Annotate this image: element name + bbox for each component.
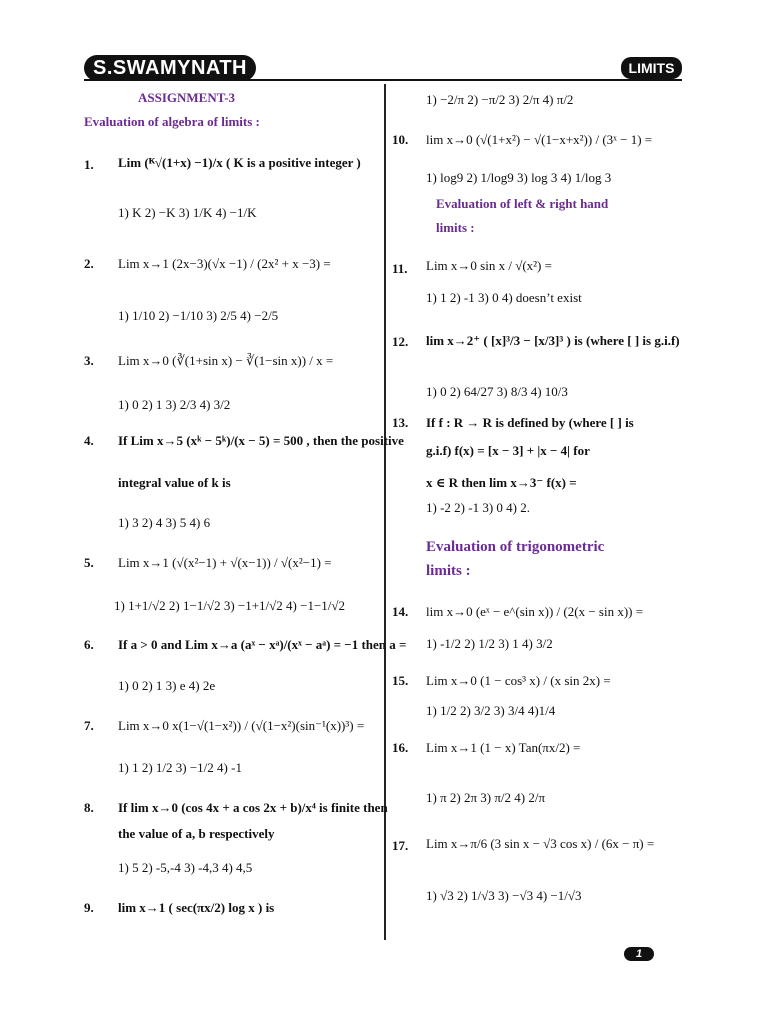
q11-options: 1) 1 2) -1 3) 0 4) doesn’t exist xyxy=(426,290,582,305)
q2-options: 1) 1/10 2) −1/10 3) 2/5 4) −2/5 xyxy=(118,308,279,323)
q2-number: 2. xyxy=(84,256,94,271)
q13-options: 1) -2 2) -1 3) 0 4) 2. xyxy=(426,500,530,515)
page-number: 1 xyxy=(624,947,654,961)
section-algebra-title: Evaluation of algebra of limits : xyxy=(84,114,260,129)
q5-number: 5. xyxy=(84,555,94,570)
q14-number: 14. xyxy=(392,604,409,619)
q13-expression-cont: g.i.f) f(x) = [x − 3] + |x − 4| for xyxy=(426,443,590,458)
q10-number: 10. xyxy=(392,132,409,147)
q10-expression: lim x→0 (√(1+x²) − √(1−x+x²)) / (3ˣ − 1) = xyxy=(426,132,653,147)
header-rule xyxy=(84,79,682,81)
q14-expression: lim x→0 (eˣ − e^(sin x)) / (2(x − sin x)) = xyxy=(426,604,644,619)
section-left-right-title-cont: limits : xyxy=(436,220,475,235)
q16-number: 16. xyxy=(392,740,409,755)
q3-number: 3. xyxy=(84,353,94,368)
q4-expression: If Lim x→5 (xᵏ − 5ᵏ)/(x − 5) = 500 , then the positive xyxy=(118,433,404,448)
assignment-title: ASSIGNMENT-3 xyxy=(138,90,236,105)
q3-expression: Lim x→0 (∛(1+sin x) − ∛(1−sin x)) / x = xyxy=(118,353,334,368)
section-trig-title-cont: limits : xyxy=(426,563,471,579)
q11-expression: Lim x→0 sin x / √(x²) = xyxy=(426,258,552,273)
q15-expression: Lim x→0 (1 − cos³ x) / (x sin 2x) = xyxy=(426,673,611,688)
q10-options: 1) log9 2) 1/log9 3) log 3 4) 1/log 3 xyxy=(426,170,612,185)
topic-badge: LIMITS xyxy=(621,57,682,79)
q6-options: 1) 0 2) 1 3) e 4) 2e xyxy=(118,678,216,693)
q17-expression: Lim x→π/6 (3 sin x − √3 cos x) / (6x − π) = xyxy=(426,836,655,851)
q7-options: 1) 1 2) 1/2 3) −1/2 4) -1 xyxy=(118,760,242,775)
q16-options: 1) π 2) 2π 3) π/2 4) 2/π xyxy=(426,790,546,805)
q4-expression-cont: integral value of k is xyxy=(118,475,231,490)
section-trig-title: Evaluation of trigonometric xyxy=(426,539,605,555)
q3-options: 1) 0 2) 1 3) 2/3 4) 3/2 xyxy=(118,397,231,412)
q5-expression: Lim x→1 (√(x²−1) + √(x−1)) / √(x²−1) = xyxy=(118,555,332,570)
q8-expression: If lim x→0 (cos 4x + a cos 2x + b)/x⁴ is finite then xyxy=(118,800,388,815)
author-badge: S.SWAMYNATH xyxy=(84,55,256,81)
q1-options: 1) K 2) −K 3) 1/K 4) −1/K xyxy=(118,205,257,220)
q17-options: 1) √3 2) 1/√3 3) −√3 4) −1/√3 xyxy=(426,888,582,903)
q2-expression: Lim x→1 (2x−3)(√x −1) / (2x² + x −3) = xyxy=(118,256,331,271)
q1-expression: Lim (ᴷ√(1+x) −1)/x ( K is a positive integer ) xyxy=(118,155,361,170)
q12-number: 12. xyxy=(392,334,409,349)
q5-options: 1) 1+1/√2 2) 1−1/√2 3) −1+1/√2 4) −1−1/√2 xyxy=(114,598,346,613)
q8-expression-cont: the value of a, b respectively xyxy=(118,826,275,841)
q9-number: 9. xyxy=(84,900,94,915)
q6-expression: If a > 0 and Lim x→a (aˣ − xᵃ)/(xˣ − aᵃ) = −1 then a = xyxy=(118,637,407,652)
q6-number: 6. xyxy=(84,637,94,652)
q8-number: 8. xyxy=(84,800,94,815)
section-left-right-title: Evaluation of left & right hand xyxy=(436,196,609,211)
q9-options: 1) −2/π 2) −π/2 3) 2/π 4) π/2 xyxy=(426,92,574,107)
q1-number: 1. xyxy=(84,157,94,172)
q4-options: 1) 3 2) 4 3) 5 4) 6 xyxy=(118,515,211,530)
q14-options: 1) -1/2 2) 1/2 3) 1 4) 3/2 xyxy=(426,636,553,651)
q13-expression-cont2: x ∈ R then lim x→3⁻ f(x) = xyxy=(426,475,577,490)
q7-number: 7. xyxy=(84,718,94,733)
q13-number: 13. xyxy=(392,415,409,430)
q8-options: 1) 5 2) -5,-4 3) -4,3 4) 4,5 xyxy=(118,860,253,875)
q16-expression: Lim x→1 (1 − x) Tan(πx/2) = xyxy=(426,740,581,755)
q12-options: 1) 0 2) 64/27 3) 8/3 4) 10/3 xyxy=(426,384,568,399)
q17-number: 17. xyxy=(392,838,409,853)
q9-expression: lim x→1 ( sec(πx/2) log x ) is xyxy=(118,900,275,915)
q11-number: 11. xyxy=(392,261,408,276)
q15-options: 1) 1/2 2) 3/2 3) 3/4 4)1/4 xyxy=(426,703,556,718)
q4-number: 4. xyxy=(84,433,94,448)
q13-expression: If f : R → R is defined by (where [ ] is xyxy=(426,415,634,430)
q15-number: 15. xyxy=(392,673,409,688)
q12-expression: lim x→2⁺ ( [x]³/3 − [x/3]³ ) is (where [ ] is g.i.f) xyxy=(426,333,680,348)
q7-expression: Lim x→0 x(1−√(1−x²)) / (√(1−x²)(sin⁻¹(x))³) = xyxy=(118,718,365,733)
